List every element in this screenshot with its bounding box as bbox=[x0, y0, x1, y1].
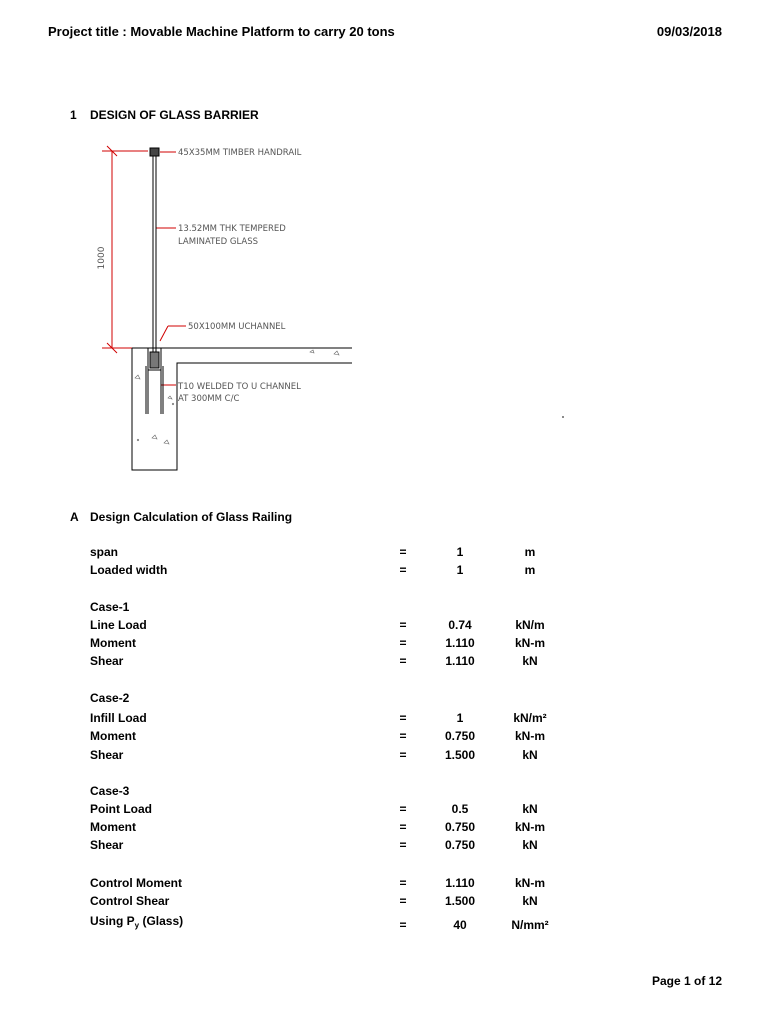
case-1-line-load bbox=[90, 618, 650, 636]
row-unit: m bbox=[524, 545, 536, 559]
row-equals: = bbox=[399, 711, 407, 725]
project-title: Project title : Movable Machine Platform to carry 20 tons bbox=[48, 24, 395, 39]
row-label: Control Shear bbox=[90, 894, 170, 908]
calc-row-span bbox=[90, 545, 650, 563]
row-unit: kN-m bbox=[514, 876, 545, 890]
case-3-point-load bbox=[90, 802, 650, 820]
row-unit: kN-m bbox=[514, 636, 545, 650]
row-unit: kN bbox=[522, 748, 538, 762]
glass-label-2: LAMINATED GLASS bbox=[178, 237, 259, 247]
document-date: 09/03/2018 bbox=[656, 24, 722, 39]
row-value: 0.750 bbox=[444, 838, 476, 852]
row-equals: = bbox=[399, 563, 407, 577]
stray-mark bbox=[562, 416, 564, 418]
row-value: 1 bbox=[456, 563, 464, 577]
row-label: Moment bbox=[90, 636, 136, 650]
page-number: Page 1 of 12 bbox=[651, 974, 722, 988]
rebar-label-1: T10 WELDED TO U CHANNEL bbox=[178, 382, 301, 392]
row-unit: kN-m bbox=[514, 729, 545, 743]
channel-label: 50X100MM UCHANNEL bbox=[188, 322, 286, 332]
row-equals: = bbox=[399, 618, 407, 632]
row-label-subscript: y bbox=[134, 921, 140, 930]
section-number: 1 bbox=[70, 108, 77, 122]
case-2-heading: Case-2 bbox=[90, 691, 130, 705]
row-label: Infill Load bbox=[90, 711, 147, 725]
row-unit: kN bbox=[522, 802, 538, 816]
row-value: 1.500 bbox=[444, 894, 476, 908]
row-value: 1.110 bbox=[445, 654, 475, 668]
row-label: Moment bbox=[90, 729, 136, 743]
calc-row-loaded-width bbox=[90, 563, 650, 581]
row-value: 1.500 bbox=[444, 748, 476, 762]
row-unit: kN-m bbox=[514, 820, 545, 834]
row-label: Shear bbox=[90, 748, 124, 762]
row-unit: N/mm² bbox=[511, 918, 549, 932]
row-unit: kN/m bbox=[515, 618, 545, 632]
row-value: 1.110 bbox=[445, 636, 475, 650]
row-unit: kN bbox=[522, 838, 538, 852]
row-unit: kN bbox=[522, 894, 538, 908]
dimension-label: 1000 bbox=[97, 246, 107, 270]
case-2-shear bbox=[90, 748, 650, 766]
row-unit: kN bbox=[522, 654, 538, 668]
row-equals: = bbox=[399, 802, 407, 816]
case-3-shear bbox=[90, 838, 650, 856]
row-equals: = bbox=[399, 729, 407, 743]
row-label: Point Load bbox=[90, 802, 152, 816]
case-1-moment bbox=[90, 636, 650, 654]
row-equals: = bbox=[399, 876, 407, 890]
row-value: 1.110 bbox=[445, 876, 475, 890]
row-label bbox=[90, 914, 183, 930]
subsection-letter: A bbox=[70, 510, 79, 524]
row-equals: = bbox=[399, 654, 407, 668]
handrail-label: 45X35MM TIMBER HANDRAIL bbox=[178, 148, 302, 158]
row-value: 1 bbox=[456, 545, 464, 559]
subsection-title: Design Calculation of Glass Railing bbox=[90, 510, 293, 524]
row-equals: = bbox=[399, 918, 407, 932]
case-3-heading: Case-3 bbox=[90, 784, 130, 798]
row-equals: = bbox=[399, 636, 407, 650]
row-equals: = bbox=[399, 838, 407, 852]
row-label-tail: (Glass) bbox=[139, 914, 184, 928]
case-1-shear bbox=[90, 654, 650, 672]
row-label: Moment bbox=[90, 820, 136, 834]
row-label: Shear bbox=[90, 838, 124, 852]
row-unit: kN/m² bbox=[513, 711, 547, 725]
row-label-main: Using P bbox=[90, 914, 135, 928]
rebar-label-2: AT 300MM C/C bbox=[178, 394, 240, 404]
row-unit: m bbox=[524, 563, 536, 577]
row-label: Shear bbox=[90, 654, 124, 668]
row-label: Loaded width bbox=[90, 563, 168, 577]
control-shear-row bbox=[90, 894, 650, 912]
glass-label-1: 13.52MM THK TEMPERED bbox=[178, 224, 286, 234]
glass-strength-row bbox=[90, 914, 650, 932]
row-equals: = bbox=[399, 820, 407, 834]
case-2-infill-load bbox=[90, 711, 650, 729]
row-value: 40 bbox=[453, 918, 467, 932]
row-value: 0.750 bbox=[444, 820, 476, 834]
row-equals: = bbox=[399, 748, 407, 762]
row-label: span bbox=[90, 545, 119, 559]
row-value: 0.74 bbox=[448, 618, 472, 632]
row-equals: = bbox=[399, 894, 407, 908]
case-1-heading: Case-1 bbox=[90, 600, 130, 614]
case-3-moment bbox=[90, 820, 650, 838]
row-label: Control Moment bbox=[90, 876, 182, 890]
row-label: Line Load bbox=[90, 618, 147, 632]
case-2-moment bbox=[90, 729, 650, 747]
glass-barrier-drawing bbox=[90, 138, 380, 478]
control-moment-row bbox=[90, 876, 650, 894]
row-value: 0.5 bbox=[451, 802, 469, 816]
row-value: 0.750 bbox=[444, 729, 476, 743]
row-value: 1 bbox=[456, 711, 464, 725]
section-title: DESIGN OF GLASS BARRIER bbox=[90, 108, 259, 122]
row-equals: = bbox=[399, 545, 407, 559]
